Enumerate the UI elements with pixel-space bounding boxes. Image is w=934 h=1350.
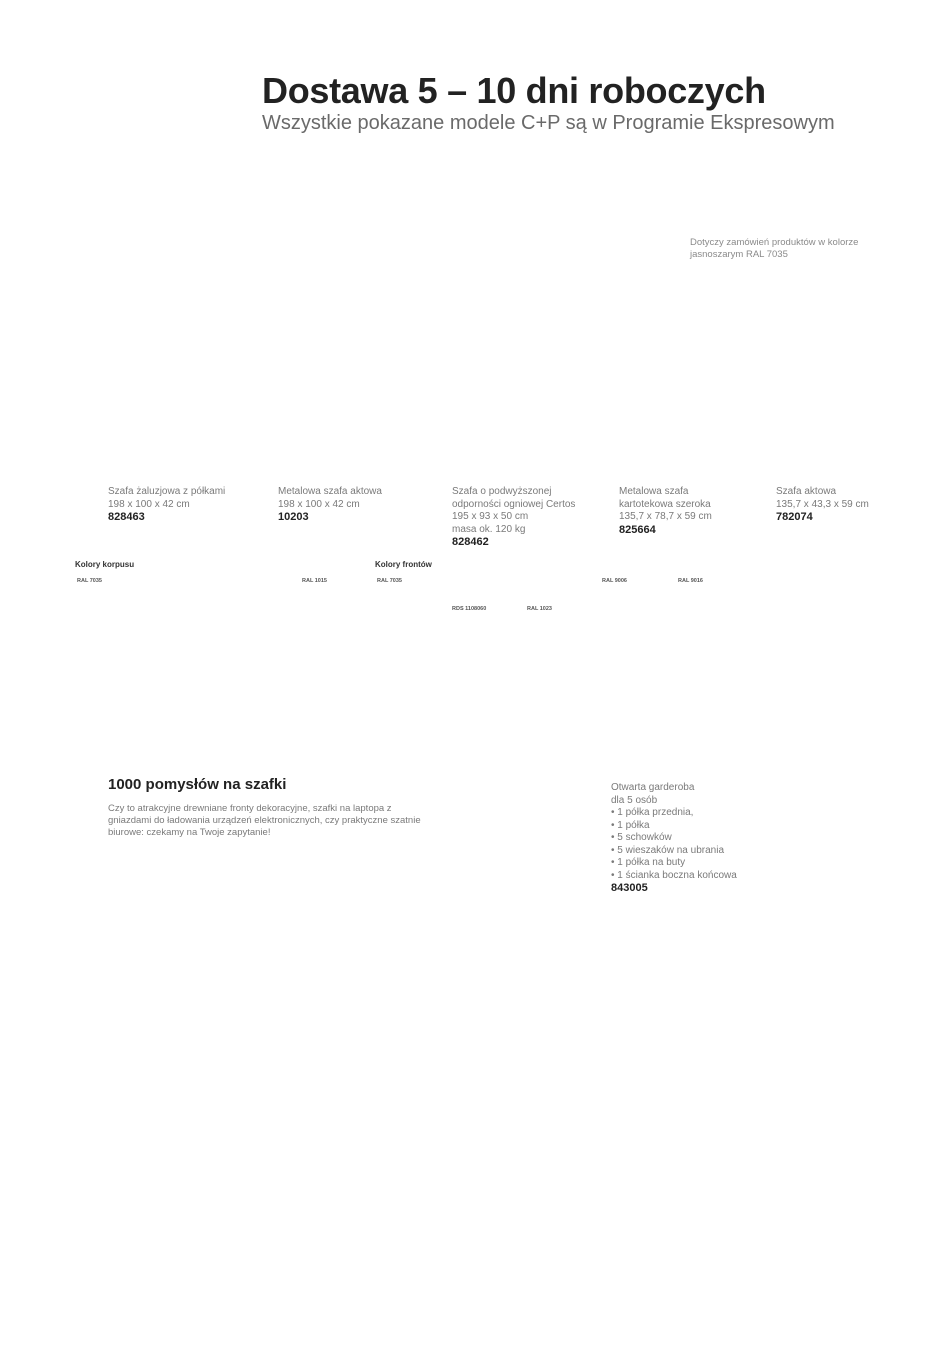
front-colors-label: Kolory frontów: [375, 560, 432, 569]
feature-item: • 1 półka przednia,: [611, 807, 694, 818]
feature-item: • 5 schowków: [611, 832, 672, 843]
product-description: kartotekowa szeroka: [619, 498, 711, 510]
page-subtitle: Wszystkie pokazane modele C+P są w Programie Ekspresowym: [262, 112, 835, 134]
product-828463: [108, 486, 225, 524]
feature-item: • 1 ścianka boczna końcowa: [611, 869, 737, 881]
product-825664: [619, 486, 712, 537]
product-description: Szafa o podwyższonej: [452, 486, 552, 497]
feature-item: • 1 półka na buty: [611, 857, 686, 868]
product-dimensions: 195 x 93 x 50 cm: [452, 511, 529, 522]
product-code: 782074: [776, 511, 813, 523]
product-dimensions: 135,7 x 78,7 x 59 cm: [619, 511, 712, 522]
product-description: odporności ogniowej Certos: [452, 498, 576, 510]
body-colors-label: Kolory korpusu: [75, 560, 135, 569]
product-843005: [611, 782, 737, 895]
product-code: 828463: [108, 511, 145, 523]
product-code: 843005: [611, 882, 648, 894]
product-description: Metalowa szafa aktowa: [278, 486, 382, 497]
product-code: 825664: [619, 523, 656, 536]
product-description: Metalowa szafa: [619, 486, 689, 497]
color-swatch-label: RAL 1015: [302, 578, 327, 584]
product-description: Szafa aktowa: [776, 486, 837, 497]
feature-item: • 5 wieszaków na ubrania: [611, 844, 725, 856]
product-10203: [278, 486, 382, 524]
product-dimensions: 198 x 100 x 42 cm: [108, 498, 190, 510]
product-782074: [776, 486, 869, 524]
color-swatch-label: RAL 7035: [77, 578, 102, 584]
color-note: Dotyczy zamówień produktów w kolorze jasnoszarym RAL 7035: [690, 237, 859, 260]
product-description: Szafa żaluzjowa z półkami: [108, 486, 226, 497]
product-dimensions: 135,7 x 43,3 x 59 cm: [776, 498, 869, 510]
color-swatch-label: RAL 9016: [678, 578, 703, 584]
ideas-heading: 1000 pomysłów na szafki: [108, 776, 287, 793]
ideas-text: Czy to atrakcyjne drewniane fronty dekoracyjne, szafki na laptopa z gniazdami do ładowania urządzeń elektronicznych, czy praktyczne szatnie biurowe: czekamy na Twoje zapytanie!: [108, 803, 421, 838]
product-code: 828462: [452, 536, 489, 548]
color-swatch-label: RDS 1108060: [452, 606, 487, 612]
page-title: Dostawa 5 – 10 dni roboczych: [262, 70, 766, 111]
product-weight: masa ok. 120 kg: [452, 523, 526, 535]
product-828462: [452, 486, 575, 549]
color-swatch-label: RAL 7035: [377, 578, 402, 584]
feature-item: • 1 półka: [611, 819, 650, 831]
product-description: Otwarta garderoba: [611, 782, 695, 793]
color-swatch-label: RAL 1023: [527, 606, 552, 612]
product-code: 10203: [278, 511, 309, 523]
product-dimensions: 198 x 100 x 42 cm: [278, 498, 360, 510]
color-swatch-label: RAL 9006: [602, 578, 627, 584]
product-description: dla 5 osób: [611, 794, 658, 806]
